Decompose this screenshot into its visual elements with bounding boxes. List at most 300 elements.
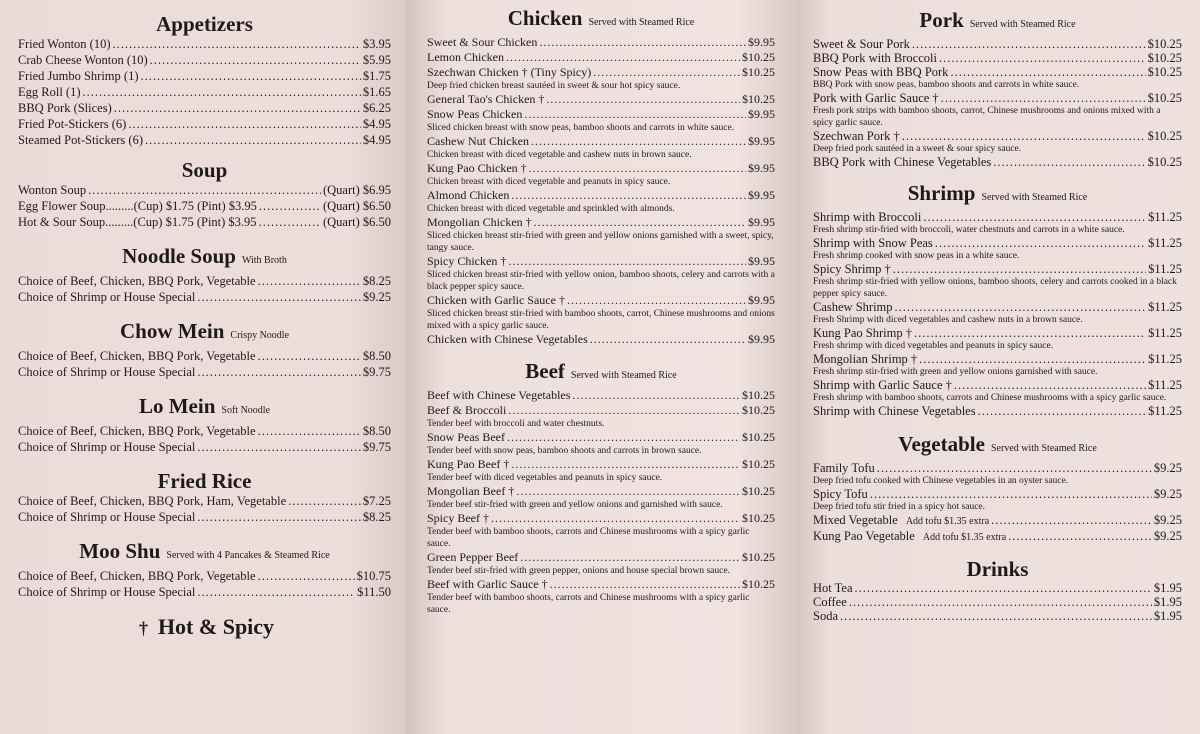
- dot-leader: [919, 352, 1146, 366]
- menu-item-row: [18, 132, 391, 148]
- dish-price: $8.50: [362, 349, 391, 363]
- menu-item-row: [18, 348, 391, 364]
- menu-item-row: [427, 403, 775, 418]
- menu-item: [427, 188, 775, 215]
- menu-item: [813, 529, 1182, 545]
- dish-price: $9.25: [1153, 513, 1182, 527]
- menu-item: [18, 364, 391, 380]
- dish-name: Crab Cheese Wonton (10): [18, 53, 148, 67]
- menu-item: [813, 378, 1182, 404]
- section-subtitle: Served with Steamed Rice: [588, 17, 695, 28]
- dish-name: Hot Tea: [813, 581, 853, 595]
- dish-price: $10.25: [742, 511, 775, 525]
- dot-leader: [491, 511, 740, 526]
- dish-price: $7.25: [362, 494, 391, 508]
- dish-description: Chicken breast with diced vegetable and sprinkled with almonds.: [427, 204, 675, 214]
- menu-item-row: [427, 50, 775, 65]
- menu-item-row: [18, 68, 391, 84]
- dot-leader: [511, 188, 746, 203]
- dish-description: Tender beef with diced vegetables and peanuts in spicy sauce.: [427, 473, 663, 483]
- dish-price: $5.95: [362, 53, 391, 67]
- dish-name: BBQ Pork with Broccoli: [813, 51, 937, 65]
- menu-item-row: [813, 262, 1182, 276]
- section-title: Fried Rice: [157, 469, 252, 493]
- menu-item: [813, 91, 1182, 129]
- dish-name: BBQ Pork (Slices): [18, 101, 112, 115]
- menu-item: [427, 388, 775, 403]
- menu-item-row: [18, 289, 391, 305]
- dish-price: $3.95: [362, 37, 391, 51]
- section-fried-rice: [18, 469, 391, 525]
- dish-name: Szechwan Chicken † (Tiny Spicy): [427, 65, 592, 79]
- dish-extra: Add tofu $1.35 extra: [905, 516, 990, 527]
- section-title: Beef: [525, 359, 565, 383]
- dish-name: Mongolian Beef †: [427, 484, 515, 498]
- menu-item-row: [813, 129, 1182, 143]
- dish-name: Snow Peas Chicken: [427, 107, 523, 121]
- dish-description: Fresh pork strips with bamboo shoots, carrot, Chinese mushrooms and onions mixed with a spicy garlic sauce.: [813, 106, 1161, 128]
- menu-item: [427, 65, 775, 92]
- dot-leader: [855, 581, 1152, 595]
- dish-price: $8.25: [362, 274, 391, 288]
- menu-item: [427, 215, 775, 254]
- dish-description: Tender beef stir-fried with green pepper, onions and house special brown sauce.: [427, 566, 730, 576]
- section-pork: [813, 8, 1182, 169]
- dish-name: General Tao's Chicken †: [427, 92, 545, 106]
- dish-name: Choice of Shrimp or House Special: [18, 365, 196, 379]
- dish-price: $11.25: [1148, 210, 1182, 224]
- dish-name: Fried Wonton (10): [18, 37, 111, 51]
- menu-item-row: [18, 423, 391, 439]
- dish-description: Fresh shrimp with diced vegetables and peanuts in spicy sauce.: [813, 341, 1054, 351]
- section-moo-shu: [18, 539, 391, 600]
- menu-item-list: [18, 423, 391, 455]
- dish-description: Fresh Shrimp with diced vegetables and cashew nuts in a brown sauce.: [813, 315, 1083, 325]
- dot-leader: [88, 182, 321, 198]
- dish-price: $9.95: [748, 161, 775, 175]
- section-title: Shrimp: [907, 181, 976, 205]
- dish-name: Chicken with Garlic Sauce †: [427, 293, 565, 307]
- dish-price: $9.25: [1153, 487, 1182, 501]
- section-soup: [18, 158, 391, 230]
- dish-price: $11.25: [1148, 262, 1182, 276]
- section-vegetable: [813, 432, 1182, 545]
- dish-extra: Add tofu $1.35 extra: [922, 532, 1007, 543]
- dish-price: $10.25: [742, 92, 775, 106]
- dish-name: Egg Roll (1): [18, 85, 81, 99]
- dot-leader: [114, 100, 361, 116]
- menu-item: [18, 423, 391, 439]
- dish-name: Szechwan Pork †: [813, 129, 900, 143]
- menu-item: [18, 214, 391, 230]
- menu-panel-middle: [405, 0, 797, 734]
- dot-leader: [849, 595, 1152, 609]
- section-subtitle: Crispy Noodle: [230, 330, 290, 341]
- menu-item-row: [18, 84, 391, 100]
- menu-item: [427, 457, 775, 484]
- section-beef: [427, 359, 775, 616]
- dish-price: $9.25: [1153, 461, 1182, 475]
- dot-leader: [1008, 529, 1152, 543]
- section-heading: [18, 539, 391, 568]
- menu-item-list: [18, 348, 391, 380]
- menu-item: [427, 92, 775, 107]
- section-heading: [813, 432, 1182, 461]
- section-heading: [813, 8, 1182, 37]
- dish-name: Kung Pao Chicken †: [427, 161, 527, 175]
- menu-item-row: [813, 404, 1182, 418]
- dot-leader: [520, 550, 740, 565]
- menu-item: [813, 609, 1182, 623]
- dot-leader: [534, 215, 746, 230]
- dot-leader: [877, 461, 1152, 475]
- dish-price: $11.25: [1148, 404, 1182, 418]
- menu-item-row: [427, 550, 775, 565]
- menu-item: [813, 513, 1182, 529]
- dot-leader: [506, 50, 740, 65]
- section-chow-mein: [18, 319, 391, 380]
- menu-item: [813, 37, 1182, 51]
- menu-item: [813, 65, 1182, 91]
- dish-price: $10.25: [1147, 51, 1182, 65]
- menu-item: [813, 262, 1182, 300]
- dish-name: Spicy Shrimp †: [813, 262, 891, 276]
- menu-item-list: [18, 273, 391, 305]
- dish-price: $1.95: [1153, 595, 1182, 609]
- dish-price: $9.95: [748, 254, 775, 268]
- dish-name: Choice of Beef, Chicken, BBQ Pork, Vegetable: [18, 274, 256, 288]
- dish-name: Spicy Beef †: [427, 511, 489, 525]
- dot-leader: [572, 388, 740, 403]
- menu-item: [18, 568, 391, 584]
- dish-price: $10.25: [742, 457, 775, 471]
- menu-item: [427, 430, 775, 457]
- dot-leader: [83, 84, 361, 100]
- dish-name: Choice of Beef, Chicken, BBQ Pork, Vegetable: [18, 349, 256, 363]
- menu-item: [813, 210, 1182, 236]
- dish-name: Cashew Shrimp: [813, 300, 893, 314]
- dish-description: Fresh shrimp cooked with snow peas in a white sauce.: [813, 251, 1020, 261]
- menu-item-row: [813, 461, 1182, 475]
- dish-name: Green Pepper Beef: [427, 550, 519, 564]
- dish-name: Choice of Shrimp or House Special: [18, 510, 196, 524]
- menu-item-row: [813, 378, 1182, 392]
- dish-price: $10.25: [1147, 37, 1182, 51]
- dish-price: $1.65: [362, 85, 391, 99]
- menu-item-row: [813, 595, 1182, 609]
- menu-item-row: [427, 161, 775, 176]
- dish-name: Snow Peas Beef: [427, 430, 505, 444]
- dish-name: Choice of Shrimp or House Special: [18, 290, 196, 304]
- dish-name: Shrimp with Chinese Vegetables: [813, 404, 976, 418]
- menu-item: [427, 254, 775, 293]
- section-appetizers: [18, 12, 391, 148]
- menu-item: [427, 550, 775, 577]
- dish-name: Hot & Sour Soup.........(Cup) $1.75 (Pint) $3.95: [18, 215, 257, 229]
- dot-leader: [593, 65, 740, 80]
- section-heading: [813, 557, 1182, 581]
- section-title: Appetizers: [156, 12, 253, 36]
- dot-leader: [258, 273, 361, 289]
- menu-item-row: [18, 584, 391, 600]
- dish-description: Chicken breast with diced vegetable and peanuts in spicy sauce.: [427, 177, 671, 187]
- menu-item-row: [427, 92, 775, 107]
- menu-item-row: [18, 52, 391, 68]
- dish-name: Shrimp with Broccoli: [813, 210, 922, 224]
- dot-leader: [258, 348, 361, 364]
- dish-description: Deep fried pork sautéed in a sweet & sour spicy sauce.: [813, 144, 1022, 154]
- dish-price: $10.25: [742, 65, 775, 79]
- dish-price: $10.25: [1147, 65, 1182, 79]
- dot-leader: [197, 439, 360, 455]
- dot-leader: [950, 65, 1145, 79]
- dish-price: $10.25: [742, 50, 775, 64]
- dish-name: Kung Pao Vegetable: [813, 529, 915, 543]
- dish-description: Chicken breast with diced vegetable and cashew nuts in brown sauce.: [427, 150, 692, 160]
- dish-price: $9.25: [362, 290, 391, 304]
- dish-price: $9.95: [748, 35, 775, 49]
- menu-item-row: [18, 182, 391, 198]
- dish-description: Deep fried tofu cooked with Chinese vegetables in an oyster sauce.: [813, 476, 1069, 486]
- menu-item-row: [813, 155, 1182, 169]
- menu-item: [813, 352, 1182, 378]
- section-subtitle: Served with 4 Pancakes & Steamed Rice: [166, 550, 330, 561]
- section-subtitle: Served with Steamed Rice: [969, 19, 1076, 30]
- dot-leader: [197, 289, 360, 305]
- dish-price: $4.95: [362, 133, 391, 147]
- dot-leader: [939, 51, 1146, 65]
- menu-item: [18, 348, 391, 364]
- menu-item-row: [813, 37, 1182, 51]
- menu-item: [18, 182, 391, 198]
- menu-item-list: [813, 210, 1182, 418]
- dish-name: Choice of Shrimp or House Special: [18, 585, 196, 599]
- dish-price: $9.95: [748, 107, 775, 121]
- menu-item-row: [427, 107, 775, 122]
- dish-name: Kung Pao Shrimp †: [813, 326, 912, 340]
- menu-item: [813, 326, 1182, 352]
- section-heading: [18, 244, 391, 273]
- menu-item-row: [427, 577, 775, 592]
- dish-price: $11.25: [1148, 352, 1182, 366]
- menu-item-row: [427, 65, 775, 80]
- dot-leader: [870, 487, 1152, 501]
- dish-name: Coffee: [813, 595, 847, 609]
- dish-description: Tender beef with bamboo shoots, carrots and Chinese mushrooms with a spicy garlic sauce.: [427, 593, 750, 615]
- dot-leader: [128, 116, 361, 132]
- dot-leader: [508, 254, 746, 269]
- menu-item: [427, 511, 775, 550]
- dot-leader: [113, 36, 361, 52]
- dot-leader: [150, 52, 361, 68]
- dish-description: Fresh shrimp with bamboo shoots, carrots and Chinese mushrooms with a spicy garlic sauce.: [813, 393, 1167, 403]
- menu-item-list: [18, 493, 391, 525]
- dish-price: $8.50: [362, 424, 391, 438]
- menu-item-row: [18, 439, 391, 455]
- menu-item: [18, 493, 391, 509]
- menu-item-row: [427, 293, 775, 308]
- section-subtitle: Served with Steamed Rice: [981, 192, 1088, 203]
- pepper-icon: †: [138, 618, 148, 638]
- dish-name: Choice of Beef, Chicken, BBQ Pork, Ham, Vegetable: [18, 494, 287, 508]
- dish-name: Choice of Beef, Chicken, BBQ Pork, Vegetable: [18, 569, 256, 583]
- menu-item-row: [18, 509, 391, 525]
- section-subtitle: Soft Noodle: [221, 405, 271, 416]
- dish-description: Tender beef stir-fried with green and yellow onions and garnished with sauce.: [427, 500, 723, 510]
- menu-item: [813, 51, 1182, 65]
- menu-item-row: [427, 254, 775, 269]
- menu-item-row: [427, 188, 775, 203]
- dish-price: $1.75: [362, 69, 391, 83]
- dot-leader: [902, 129, 1146, 143]
- dot-leader: [524, 107, 746, 122]
- dish-name: Soda: [813, 609, 838, 623]
- menu-item: [813, 129, 1182, 155]
- menu-item: [813, 595, 1182, 609]
- menu-item: [18, 198, 391, 214]
- menu-item: [18, 289, 391, 305]
- menu-item-row: [813, 236, 1182, 250]
- menu-item-list: [813, 461, 1182, 545]
- dish-price: $6.25: [362, 101, 391, 115]
- menu-item: [427, 50, 775, 65]
- menu-item-list: [813, 37, 1182, 169]
- menu-panel-right: [797, 0, 1200, 734]
- dish-name: Choice of Shrimp or House Special: [18, 440, 196, 454]
- dot-leader: [954, 378, 1146, 392]
- dish-price: $10.25: [742, 388, 775, 402]
- menu-item: [813, 300, 1182, 326]
- menu-item-list: [813, 581, 1182, 623]
- dot-leader: [197, 509, 360, 525]
- menu-item-row: [18, 273, 391, 289]
- dish-name: Choice of Beef, Chicken, BBQ Pork, Vegetable: [18, 424, 256, 438]
- dish-name: Kung Pao Beef †: [427, 457, 510, 471]
- menu-item: [18, 584, 391, 600]
- menu-item-row: [427, 35, 775, 50]
- dish-price: (Quart) $6.50: [322, 199, 391, 213]
- dot-leader: [893, 262, 1146, 276]
- section-lo-mein: [18, 394, 391, 455]
- menu-item: [813, 581, 1182, 595]
- menu-item-row: [813, 487, 1182, 501]
- menu-item-list: [18, 568, 391, 600]
- dish-name: Almond Chicken: [427, 188, 510, 202]
- dot-leader: [923, 210, 1146, 224]
- section-heading: [18, 394, 391, 423]
- menu-item: [427, 293, 775, 332]
- section-noodle-soup: [18, 244, 391, 305]
- section-subtitle: Served with Steamed Rice: [570, 370, 677, 381]
- menu-item-row: [813, 581, 1182, 595]
- menu-item: [18, 509, 391, 525]
- section-title: Chicken: [507, 6, 583, 30]
- menu-item-row: [18, 198, 391, 214]
- dish-price: $10.25: [1147, 91, 1182, 105]
- dish-name: Sweet & Sour Pork: [813, 37, 910, 51]
- dot-leader: [550, 577, 740, 592]
- section-heading: [427, 359, 775, 388]
- section-subtitle: With Broth: [241, 255, 287, 266]
- dot-leader: [507, 430, 740, 445]
- section-drinks: [813, 557, 1182, 623]
- menu-item: [427, 403, 775, 430]
- section-heading: [813, 181, 1182, 210]
- dot-leader: [259, 198, 321, 214]
- menu-item-row: [427, 134, 775, 149]
- spicy-legend: [18, 614, 391, 640]
- dish-name: Pork with Garlic Sauce †: [813, 91, 939, 105]
- section-title: Noodle Soup: [122, 244, 236, 268]
- dot-leader: [197, 584, 355, 600]
- menu-item: [18, 52, 391, 68]
- dish-description: Sliced chicken breast stir-fried with green and yellow onions garnished with a sweet, spicy, tangy sauce.: [427, 231, 774, 253]
- section-heading: [18, 158, 391, 182]
- dot-leader: [978, 404, 1146, 418]
- dot-leader: [590, 332, 746, 347]
- dish-name: BBQ Pork with Chinese Vegetables: [813, 155, 992, 169]
- dish-name: Fried Jumbo Shrimp (1): [18, 69, 139, 83]
- dish-description: Fresh shrimp stir-fried with broccoli, water chestnuts and carrots in a white sauce.: [813, 225, 1125, 235]
- dish-name: Mixed Vegetable: [813, 513, 898, 527]
- dot-leader: [991, 513, 1152, 527]
- spicy-legend-label: Hot & Spicy: [157, 614, 275, 639]
- dish-price: $11.25: [1148, 236, 1182, 250]
- menu-item-row: [427, 430, 775, 445]
- section-title: Moo Shu: [79, 539, 161, 563]
- menu-item: [18, 84, 391, 100]
- menu-item-row: [813, 300, 1182, 314]
- dish-name: Steamed Pot-Stickers (6): [18, 133, 143, 147]
- menu-item-list: [427, 388, 775, 616]
- menu-item: [427, 107, 775, 134]
- dish-name: Egg Flower Soup.........(Cup) $1.75 (Pint) $3.95: [18, 199, 257, 213]
- menu-item: [427, 332, 775, 347]
- menu-item-row: [427, 332, 775, 347]
- dish-name: Mongolian Shrimp †: [813, 352, 918, 366]
- dish-price: $1.95: [1153, 581, 1182, 595]
- dish-price: $10.25: [742, 430, 775, 444]
- menu-panel-left: [0, 0, 405, 734]
- dish-description: Tender beef with bamboo shoots, carrots and Chinese mushrooms with a spicy garlic sauce.: [427, 527, 750, 549]
- dish-price: $9.95: [748, 134, 775, 148]
- dot-leader: [258, 423, 361, 439]
- dish-price: $11.25: [1148, 378, 1182, 392]
- dish-price: (Quart) $6.50: [322, 215, 391, 229]
- dot-leader: [941, 91, 1146, 105]
- menu-item: [18, 100, 391, 116]
- section-heading: [427, 6, 775, 35]
- menu-item-list: [18, 36, 391, 148]
- dot-leader: [935, 236, 1146, 250]
- section-shrimp: [813, 181, 1182, 418]
- dish-price: $9.25: [1153, 529, 1182, 543]
- menu-item: [813, 236, 1182, 262]
- dot-leader: [529, 161, 746, 176]
- dish-price: $9.75: [362, 365, 391, 379]
- dish-name: Lemon Chicken: [427, 50, 504, 64]
- dish-price: $4.95: [362, 117, 391, 131]
- menu-item: [813, 487, 1182, 513]
- dish-name: Snow Peas with BBQ Pork: [813, 65, 949, 79]
- dish-price: $9.95: [748, 293, 775, 307]
- dish-name: Beef & Broccoli: [427, 403, 507, 417]
- menu-item: [18, 116, 391, 132]
- dot-leader: [516, 484, 740, 499]
- dot-leader: [567, 293, 746, 308]
- dish-price: (Quart) $6.95: [322, 183, 391, 197]
- dish-name: Shrimp with Snow Peas: [813, 236, 933, 250]
